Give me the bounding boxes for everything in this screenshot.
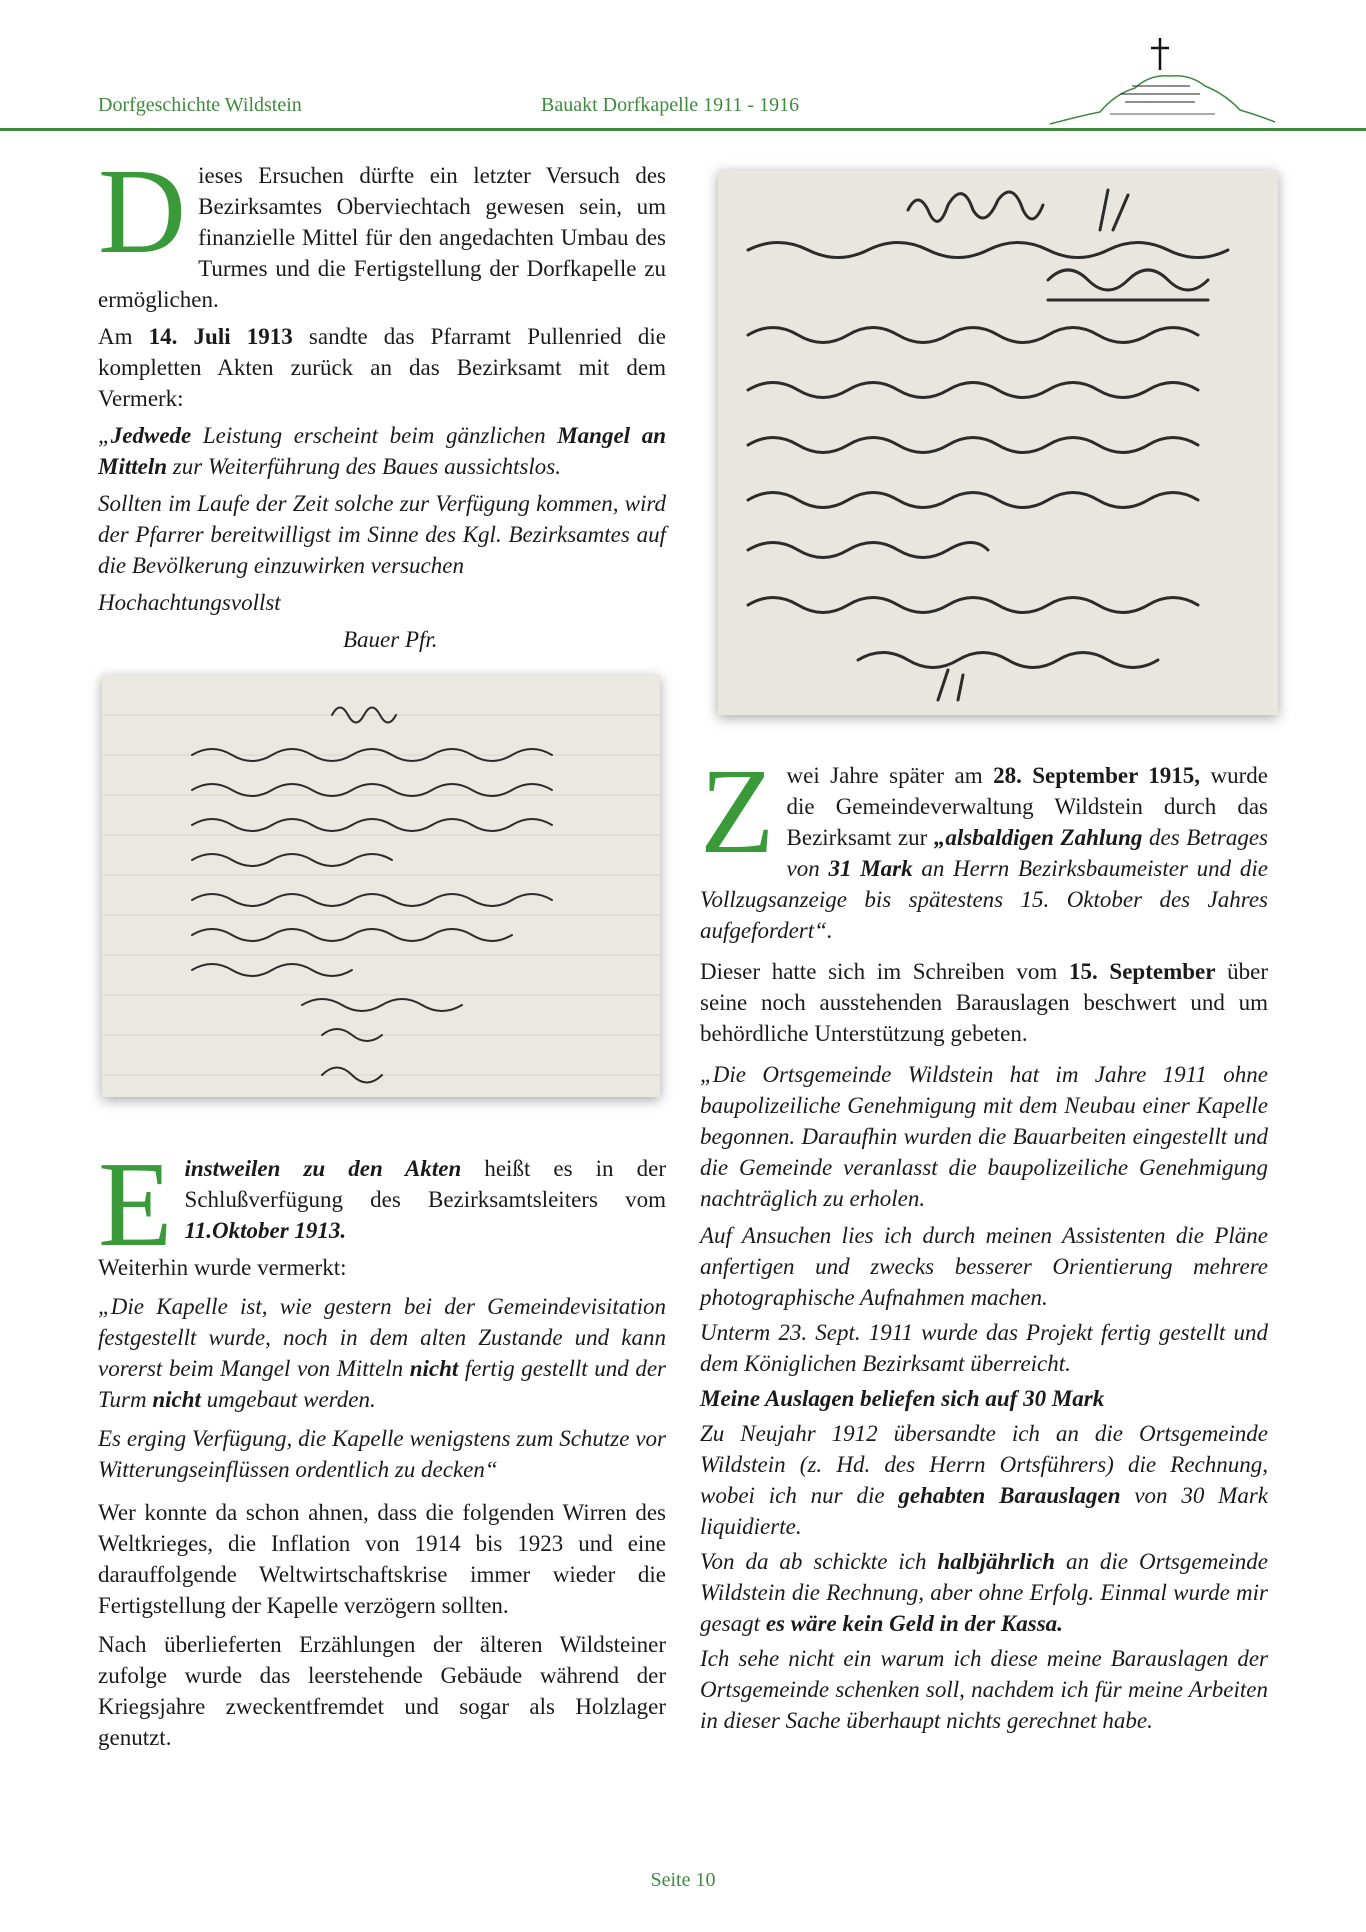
section-3-paragraph-2: Dieser hatte sich im Schreiben vom 15. September über seine noch ausstehenden Barauslagen beschwert und um behördliche Unterstützung gebeten. bbox=[700, 959, 1268, 1046]
quote-1-line-2: Sollten im Laufe der Zeit solche zur Verfügung kommen, wird der Pfarrer bereitwilligst im Sinne des Kgl. Bezirksamtes auf die Bevölkerung einzuwirken versuchen bbox=[98, 491, 666, 578]
quote-2-line-2: Es erging Verfügung, die Kapelle wenigstens zum Schutze vor Witterungseinflüssen ordentlich zu decken“ bbox=[98, 1426, 666, 1482]
handwritten-document-photo-1 bbox=[718, 170, 1278, 715]
section-1-intro: ieses Ersuchen dürfte ein letzter Versuch des Bezirksamtes Oberviechtach gewesen sein, um finanzielle Mittel für den angedachten Umbau des Turmes und die Fertigstellung der Dorfkapelle zu ermöglichen. bbox=[98, 163, 666, 312]
section-3 bbox=[700, 744, 1269, 1736]
quote-3-line-5: Zu Neujahr 1912 übersandte ich an die Ortsgemeinde Wildstein (z. Hd. des Herrn Ortsführers) die Rechnung, wobei ich nur die gehabten Barauslagen von 30 Mark liquidierte. bbox=[700, 1421, 1268, 1539]
quote-2-line-1: „Die Kapelle ist, wie gestern bei der Gemeindevisitation festgestellt wurde, noch in dem alten Zustande und kann vorerst beim Mangel von Mitteln nicht fertig gestellt und der Turm nicht umgebaut werden. bbox=[98, 1294, 666, 1412]
drop-cap-d: D bbox=[98, 144, 187, 279]
section-2-paragraph-4: Nach überlieferten Erzählungen der älteren Wildsteiner zufolge wurde das leerstehende Gebäude während der Kriegsjahre zweckentfremdet und sogar als Holzlager genutzt. bbox=[98, 1632, 666, 1750]
chapel-hill-logo bbox=[1040, 24, 1280, 134]
quote-3-line-4: Meine Auslagen beliefen sich auf 30 Mark bbox=[700, 1386, 1105, 1411]
section-1-paragraph-2: Am 14. Juli 1913 sandte das Pfarramt Pullenried die kompletten Akten zurück an das Bezirksamt mit dem Vermerk: bbox=[98, 324, 666, 411]
quote-1-line-1: „Jedwede Leistung erscheint beim gänzlichen Mangel an Mitteln zur Weiterführung des Baues aussichtslos. bbox=[98, 423, 666, 479]
section-3-intro: wei Jahre später am 28. September 1915, wurde die Gemeindeverwaltung Wildstein durch das Bezirksamt zur „alsbaldigen Zahlung des Betrages von 31 Mark an Herrn Bezirksbaumeister und die Vollzugsanzeige bis spätestens 15. Oktober des Jahres aufgefordert“. bbox=[700, 763, 1269, 943]
quote-3-line-3: Unterm 23. Sept. 1911 wurde das Projekt fertig gestellt und dem Königlichen Bezirksamt überreicht. bbox=[700, 1320, 1268, 1376]
quote-1-signature: Bauer Pfr. bbox=[343, 627, 438, 652]
header-right-title: Bauakt Dorfkapelle 1911 - 1916 bbox=[541, 94, 800, 116]
section-2-paragraph-3: Wer konnte da schon ahnen, dass die folgenden Wirren des Weltkrieges, die Inflation von 1914 bis 1923 und eine darauffolgende Weltwirtschaftskrise immer wieder die Fertigstellung der Kapelle verzögern sollten. bbox=[98, 1500, 666, 1618]
drop-cap-z: Z bbox=[700, 744, 775, 879]
page-number: Seite 10 bbox=[650, 1869, 716, 1891]
quote-3-line-7: Ich sehe nicht ein warum ich diese meine Barauslagen der Ortsgemeinde schenken soll, nachdem ich für meine Arbeiten in dieser Sache überhaupt nichts gerechnet habe. bbox=[700, 1646, 1268, 1733]
section-2-paragraph-2: Weiterhin wurde vermerkt: bbox=[98, 1255, 347, 1280]
drop-cap-e: E bbox=[98, 1137, 173, 1272]
quote-1-closing: Hochachtungsvollst bbox=[98, 590, 281, 615]
quote-3-line-2: Auf Ansuchen lies ich durch meinen Assistenten die Pläne anfertigen und zwecks besserer Orientierung mehrere photographische Aufnahmen machen. bbox=[700, 1223, 1268, 1310]
quote-3-line-6: Von da ab schickte ich halbjährlich an die Ortsgemeinde Wildstein die Rechnung, aber ohne Erfolg. Einmal wurde mir gesagt es wäre kein Geld in der Kassa. bbox=[700, 1549, 1268, 1636]
section-1 bbox=[98, 144, 666, 655]
handwritten-document-photo-2 bbox=[102, 675, 660, 1097]
section-2 bbox=[98, 1137, 667, 1753]
section-2-intro: instweilen zu den Akten heißt es in der Schlußverfügung des Bezirksamtsleiters vom 11.Oktober 1913. bbox=[184, 1156, 667, 1243]
header-left-title: Dorfgeschichte Wildstein bbox=[98, 94, 302, 116]
quote-3-line-1: „Die Ortsgemeinde Wildstein hat im Jahre 1911 ohne baupolizeiliche Genehmigung mit dem Neubau einer Kapelle begonnen. Daraufhin wurden die Bauarbeiten eingestellt und die Gemeinde veranlasst die baupolizeiliche Genehmigung nachträglich zu erholen. bbox=[700, 1062, 1268, 1211]
